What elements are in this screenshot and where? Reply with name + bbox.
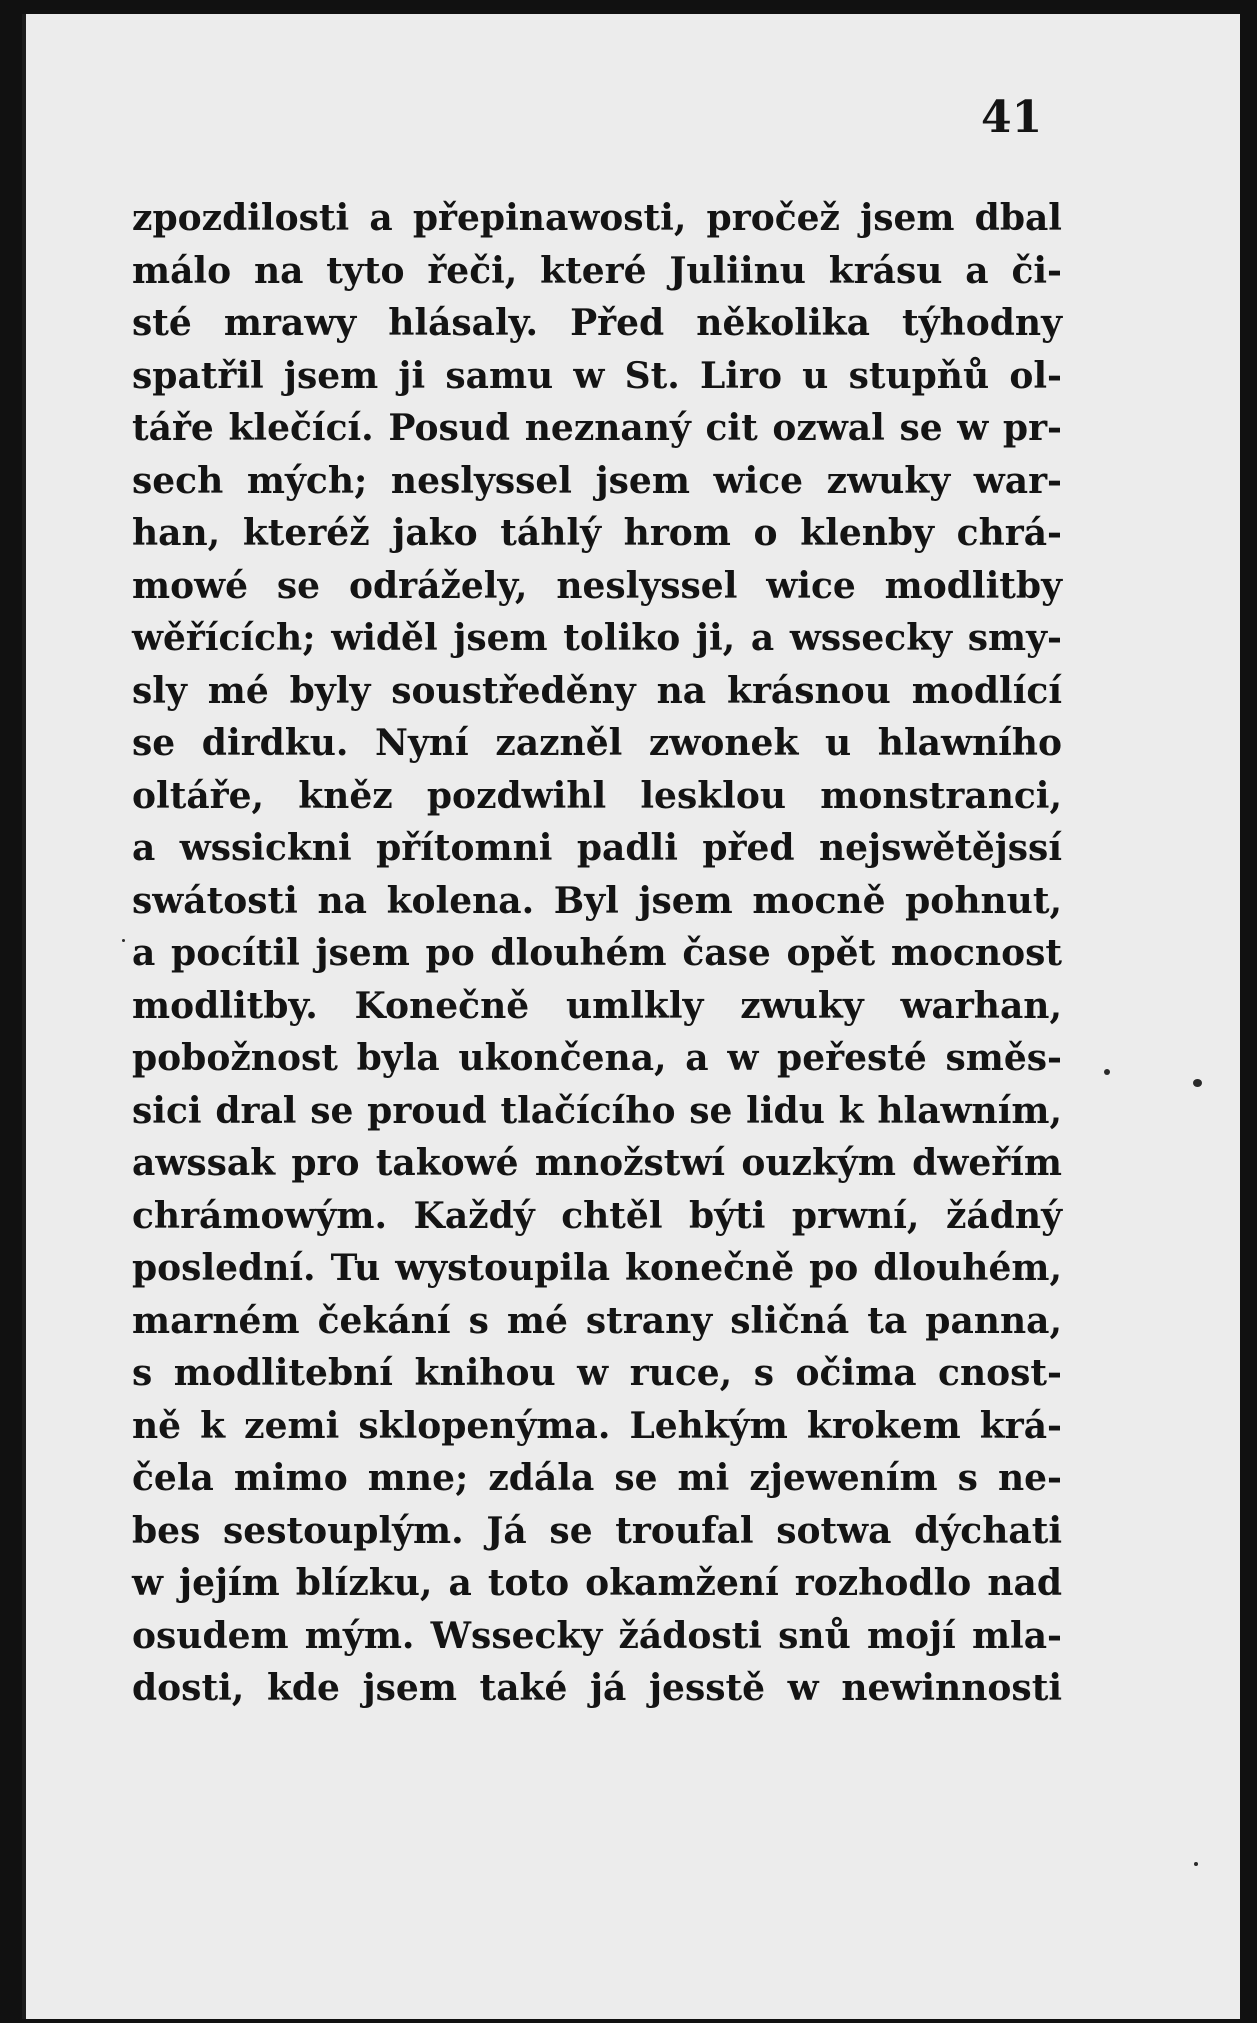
text-line: sici dral se proud tlačícího se lidu k hlawním, (132, 1089, 1062, 1132)
ink-speck (122, 939, 125, 942)
text-line: se dirdku. Nyní zazněl zwonek u hlawního (132, 722, 1062, 764)
text-line: sly mé byly soustředěny na krásnou modlící (132, 669, 1062, 712)
text-line: oltáře, kněz pozdwihl lesklou monstranci, (132, 774, 1062, 817)
text-line: dosti, kde jsem také já jesstě w newinnosti (132, 1667, 1062, 1709)
text-line: w jejím blízku, a toto okamžení rozhodlo nad (132, 1562, 1062, 1604)
text-line: ně k zemi sklopenýma. Lehkým krokem krá- (132, 1404, 1062, 1447)
ink-speck (1104, 1069, 1110, 1075)
text-line: modlitby. Konečně umlkly zwuky warhan, (132, 984, 1062, 1027)
ink-speck (1194, 1862, 1198, 1866)
text-line: awssak pro takowé množstwí ouzkým dweřím (132, 1142, 1062, 1184)
text-line: málo na tyto řeči, které Juliinu krásu a či- (132, 249, 1062, 292)
text-line: sech mých; neslyssel jsem wice zwuky war- (132, 459, 1062, 502)
text-line: poslední. Tu wystoupila konečně po dlouhém, (132, 1247, 1062, 1289)
text-line: osudem mým. Wssecky žádosti snů mojí mla- (132, 1614, 1062, 1657)
text-line: sté mrawy hlásaly. Před několika týhodny (132, 302, 1062, 344)
text-line: pobožnost byla ukončena, a w peřesté směs- (132, 1037, 1062, 1079)
text-line: zpozdilosti a přepinawosti, pročež jsem dbal (132, 197, 1062, 239)
text-line: táře klečící. Posud neznaný cit ozwal se w pr- (132, 407, 1062, 449)
text-line: s modlitební knihou w ruce, s očima cnost- (132, 1352, 1062, 1394)
text-line: bes sestouplým. Já se troufal sotwa dýchati (132, 1509, 1062, 1552)
body-text (132, 192, 1062, 1715)
text-line: a pocítil jsem po dlouhém čase opět mocnost (132, 932, 1062, 974)
page-number: 41 (981, 92, 1043, 143)
text-line: a wssickni přítomni padli před nejswětějssí (132, 827, 1062, 869)
book-page (22, 14, 1240, 2019)
text-line: čela mimo mne; zdála se mi zjewením s ne- (132, 1457, 1062, 1499)
text-line: swátosti na kolena. Byl jsem mocně pohnut, (132, 879, 1062, 922)
text-line: spatřil jsem ji samu w St. Liro u stupňů ol- (132, 354, 1062, 397)
text-line: wěřících; widěl jsem toliko ji, a wssecky smy- (132, 617, 1062, 659)
text-line: chrámowým. Každý chtěl býti prwní, žádný (132, 1194, 1062, 1237)
ink-speck (1193, 1079, 1202, 1087)
text-line: marném čekání s mé strany sličná ta panna, (132, 1299, 1062, 1342)
text-line: mowé se odrážely, neslyssel wice modlitby (132, 564, 1062, 607)
text-line: han, kteréž jako táhlý hrom o klenby chrá- (132, 512, 1062, 554)
